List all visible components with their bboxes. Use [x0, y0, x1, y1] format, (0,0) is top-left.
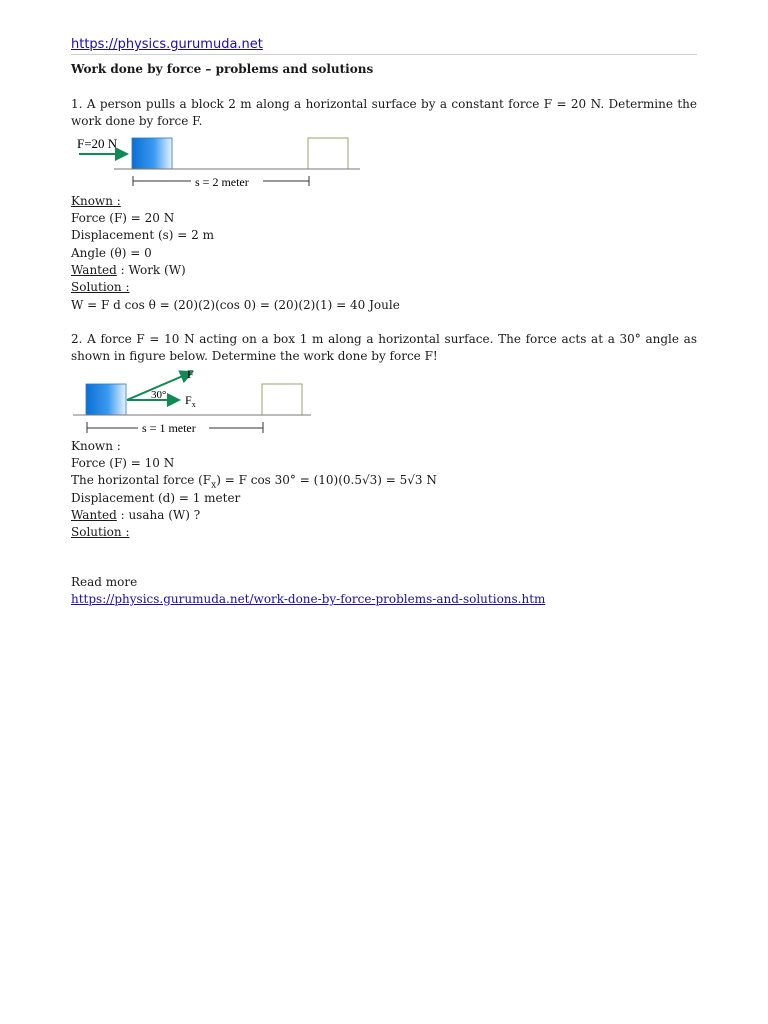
problem2-force-label: F: [187, 367, 194, 381]
problem2-displacement-label: s = 1 meter: [142, 421, 196, 435]
problem1-question: 1. A person pulls a block 2 m along a horizontal surface by a constant force F = 20 N. Determine the work done by force F.: [71, 97, 697, 128]
known-displacement-2: Displacement (d) = 1 meter: [71, 491, 241, 505]
read-more-link[interactable]: https://physics.gurumuda.net/work-done-by-force-problems-and-solutions.htm: [71, 592, 546, 606]
read-more-label: Read more: [71, 575, 138, 589]
solution-equation: W = F d cos θ = (20)(2)(cos 0) = (20)(2)(1) = 40 Joule: [71, 298, 400, 312]
site-url-link[interactable]: https://physics.gurumuda.net: [71, 37, 263, 52]
block-end-outline: [308, 138, 348, 169]
wanted-line: Wanted : Work (W): [71, 263, 186, 277]
box-start: [86, 384, 126, 415]
solution-label-2: Solution :: [71, 525, 130, 539]
wanted-line-2: Wanted : usaha (W) ?: [71, 508, 201, 522]
problem2-figure: [71, 364, 321, 436]
document-title: Work done by force – problems and solutions: [71, 62, 374, 76]
box-end-outline: [262, 384, 302, 415]
horizontal-force-line: The horizontal force $(F_x) = F$ cos 30° = (10)(0.5√3) = 5√3 N: [71, 473, 437, 491]
force-x-label: $F_x$: [185, 393, 196, 409]
known-force-2: Force (F) = 10 N: [71, 456, 175, 470]
block-start: [132, 138, 172, 169]
known-label: Known :: [71, 194, 121, 208]
known-angle: Angle (θ) = 0: [71, 246, 152, 260]
known-force: Force (F) = 20 N: [71, 211, 175, 225]
known-label-2: Known :: [71, 439, 121, 453]
known-displacement: Displacement (s) = 2 m: [71, 228, 214, 242]
problem1-displacement-label: s = 2 meter: [195, 175, 249, 189]
angle-label: 30°: [151, 389, 167, 401]
problem1-figure: [71, 132, 371, 194]
problem1-force-label: F=20 N: [77, 136, 118, 151]
header-divider: [71, 54, 697, 55]
problem2-question: 2. A force F = 10 N acting on a box 1 m along a horizontal surface. The force acts at a 30° angle as shown in figure below. Determine the work done by force F!: [71, 332, 697, 363]
solution-label: Solution :: [71, 280, 130, 294]
